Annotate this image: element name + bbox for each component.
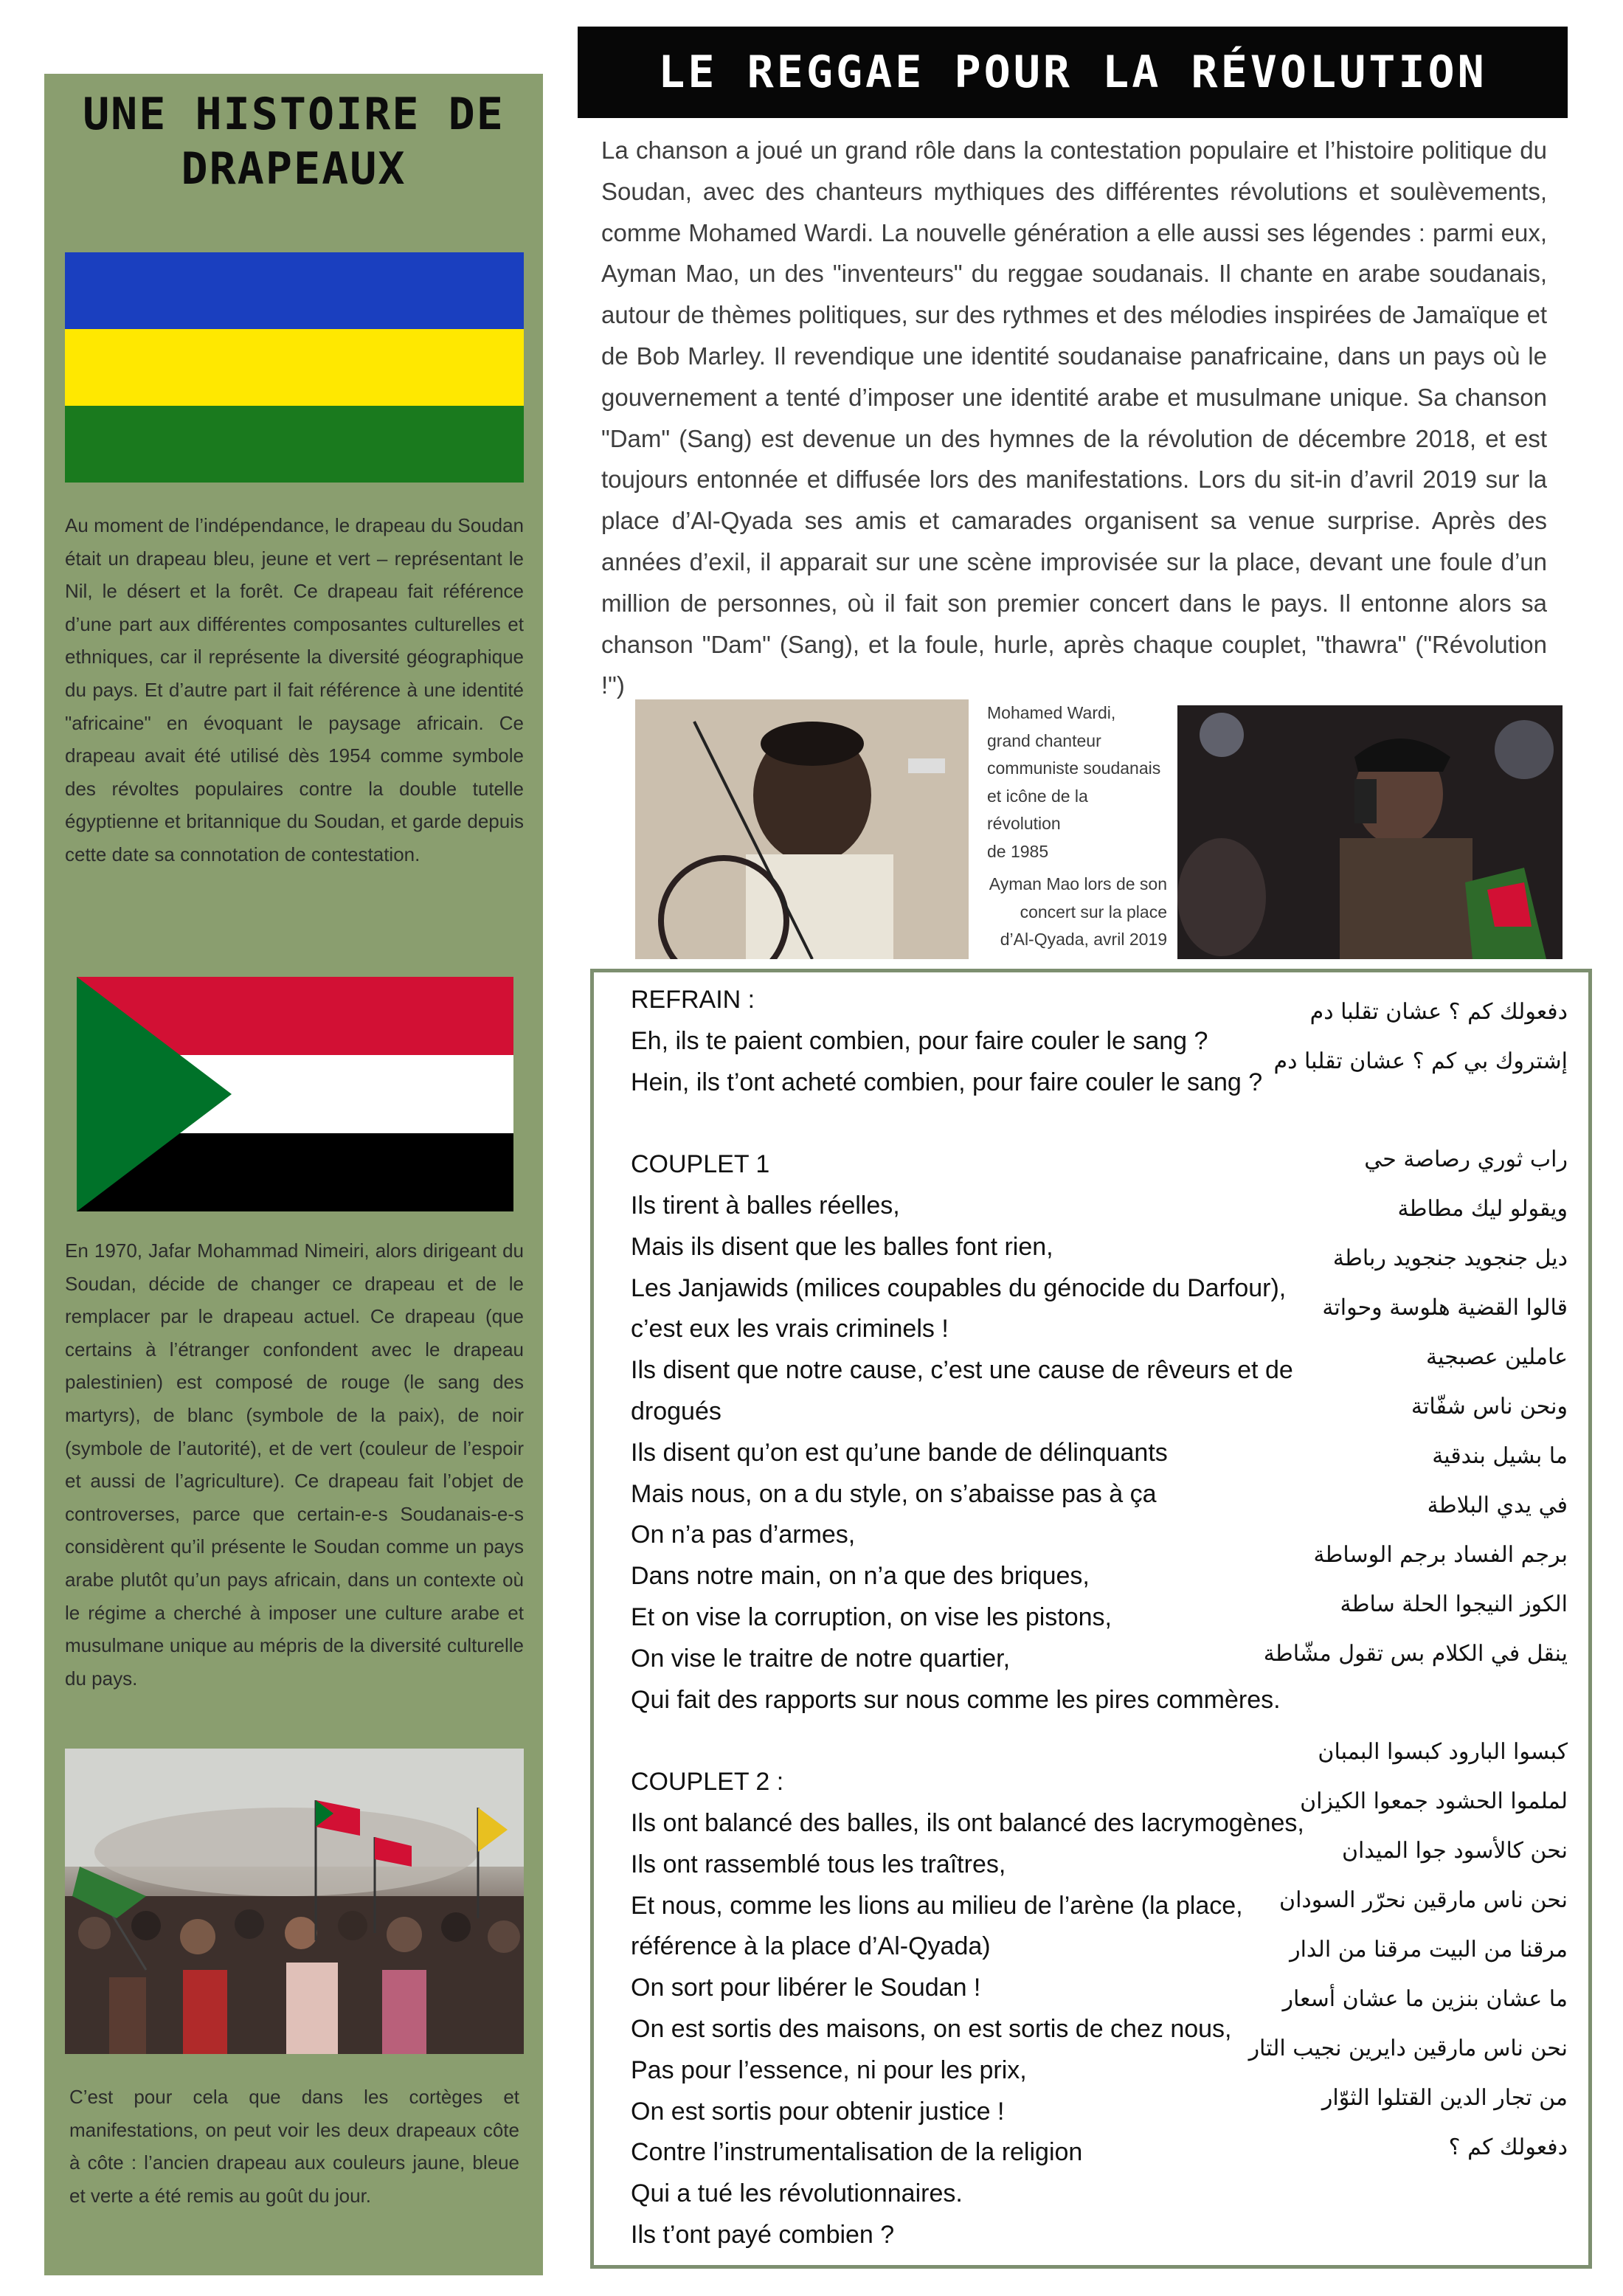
lyric-line: Et nous, comme les lions au milieu de l’arène (la place, — [631, 1891, 1243, 1920]
arabic-line: نحن ناس مارقين نحرّر السودان — [1279, 1887, 1568, 1913]
mohamed-wardi-photo — [635, 699, 969, 959]
lyric-line: Dans notre main, on n’a que des briques, — [631, 1562, 1090, 1591]
arabic-line: في يدي البلاطة — [1427, 1493, 1568, 1518]
arabic-line: ينقل في الكلام بس تقول مشّاطة — [1263, 1641, 1568, 1667]
arabic-line: قالوا القضية هلوسة وحواتة — [1322, 1295, 1568, 1321]
lyric-line: On est sortis des maisons, on est sortis de chez nous, — [631, 2014, 1232, 2043]
lyric-line: drogués — [631, 1397, 721, 1425]
protest-crowd-photo — [65, 1749, 524, 2054]
arabic-line: الكوز النيجوا الحلة ساطة — [1340, 1591, 1568, 1617]
arabic-line: ما بشيل بندقية — [1432, 1443, 1568, 1469]
arabic-line: دفعولك كم ؟ عشان تقلبا دم — [1309, 999, 1568, 1025]
arabic-line: ديل جنجويد جنجويد رباطة — [1332, 1245, 1568, 1271]
sidebar-paragraph-2: En 1970, Jafar Mohammad Nimeiri, alors dirigeant du Soudan, décide de changer ce drapeau et de le remplacer par le drapeau actuel. Ce drapeau (que certains à l’étranger confondent avec le drapeau palestinien) est composé de rouge (le sang des martyrs), de blanc (symbole de la paix), de noir (symbole de l’autorité), et de vert (couleur de l’espoir et aussi de l’agriculture). Ce drapeau fait l’objet de controverses, parce que certain-e-s Soudanais-e-s considèrent qu’il présente le Soudan comme un pays arabe plutôt qu’un pays africain, dans un contexte où le régime a cherché à imposer une culture arabe et musulmane unique au mépris de la diversité culturelle du pays. — [65, 1239, 524, 1690]
sidebar-paragraph-1: Au moment de l’indépendance, le drapeau du Soudan était un drapeau bleu, jeune et vert – représentant le Nil, le désert et la forêt. Ce drapeau fait référence d’une part aux différentes composantes culturelles et ethniques, car il représente la diversité géographique du pays. Et d’autre part il fait référence à une identité "africaine" en évoquant le paysage africain. Ce drapeau avait été utilisé dès 1954 comme symbole des révoltes populaires contre la double tutelle égyptienne et britannique du Soudan, et garde depuis cette date sa connotation de contestation. — [65, 514, 524, 865]
lyric-line: Qui a tué les révolutionnaires. — [631, 2179, 963, 2208]
arabic-line: ما عشان بنزين ما عشان أسعار — [1282, 1986, 1568, 2012]
sidebar-title: UNE HISTOIRE DE DRAPEAUX — [83, 89, 505, 195]
arabic-line: إشتروك بي كم ؟ عشان تقلبا دم — [1273, 1048, 1568, 1074]
flag-band-green — [65, 406, 524, 483]
article-intro: La chanson a joué un grand rôle dans la contestation populaire et l’histoire politique du Soudan, avec des chanteurs mythiques des différentes révolutions et soulèvements, comme Mohamed Wardi. La nouvelle génération a elle aussi ses légendes : parmi eux, Ayman Mao, un des "inventeurs" du reggae soudanais. Il chante en arabe soudanais, autour de thèmes politiques, sur des rythmes et des mélodies inspirées de Jamaïque et de Bob Marley. Il revendique une identité soudanaise panafricaine, dans un pays où le gouvernement a tenté d’imposer une identité arabe et musulmane unique. Sa chanson "Dam" (Sang) est devenue un des hymnes de la révolution de décembre 2018, et est toujours entonnée et diffusée lors des manifestations. Lors du sit-in d’avril 2019 sur la place d’Al-Qyada ses amis et camarades organisent sa venue surprise. Après des années d’exil, il apparait sur une scène improvisée sur la place, devant une foule d’un million de personnes, où il fait son premier concert dans le pays. Il entonne alors sa chanson "Dam" (Sang), et la foule, hurle, après chaque couplet, "thawra" ("Révolution !") — [601, 136, 1547, 699]
lyric-line: Ils disent que notre cause, c’est une cause de rêveurs et de — [631, 1356, 1293, 1385]
lyric-line: Mais nous, on a du style, on s’abaisse pas à ça — [631, 1479, 1157, 1508]
flag-band-blue — [65, 252, 524, 329]
arabic-line: ويقولو ليك مطاطة — [1397, 1196, 1568, 1222]
arabic-line: عاملين عصبجية — [1426, 1344, 1568, 1370]
arabic-line: نحن كالأسود جوا الميدان — [1341, 1838, 1568, 1864]
lyric-line: Ils ont rassemblé tous les traîtres, — [631, 1850, 1006, 1878]
arabic-line: من تجار الدين القتلوا الثوّار — [1321, 2085, 1568, 2111]
lyric-line: Ils disent qu’on est qu’une bande de délinquants — [631, 1438, 1168, 1467]
arabic-line: دفعولك كم ؟ — [1448, 2134, 1568, 2160]
arabic-line: كبسوا البارود كبسوا البمبان — [1318, 1739, 1568, 1765]
sidebar-paragraph-3: C’est pour cela que dans les cortèges et manifestations, on peut voir les deux drapeaux côte à côte : l’ancien drapeau aux couleurs jaune, bleue et verte a été remis au goût du jour. — [69, 2086, 519, 2207]
arabic-line: راب ثوري رصاصة حي — [1364, 1147, 1568, 1172]
lyric-line: Ils ont balancé des balles, ils ont balancé des lacrymogènes, — [631, 1808, 1304, 1837]
arabic-line: لملموا الحشود جمعوا الكيزان — [1300, 1788, 1568, 1814]
lyric-line: Et on vise la corruption, on vise les pistons, — [631, 1602, 1112, 1631]
lyric-line: On n’a pas d’armes, — [631, 1521, 856, 1549]
arabic-line: ونحن ناس شفّاتة — [1411, 1394, 1568, 1420]
couplet2-heading: COUPLET 2 : — [631, 1768, 784, 1797]
refrain-heading: REFRAIN : — [631, 986, 755, 1014]
current-sudan-flag — [77, 977, 513, 1211]
flag-band-yellow — [65, 329, 524, 406]
lyric-line: On est sortis pour obtenir justice ! — [631, 2097, 1005, 2126]
lyric-line: Mais ils disent que les balles font rien, — [631, 1232, 1053, 1261]
lyric-line: Hein, ils t’ont acheté combien, pour faire couler le sang ? — [631, 1068, 1263, 1096]
lyrics-box — [590, 969, 1592, 2269]
lyric-line: On sort pour libérer le Soudan ! — [631, 1974, 981, 2002]
lyric-line: Pas pour l’essence, ni pour les prix, — [631, 2055, 1027, 2084]
lyric-line: Ils t’ont payé combien ? — [631, 2220, 895, 2249]
ayman-mao-photo — [1177, 705, 1563, 959]
lyric-line: Les Janjawids (milices coupables du génocide du Darfour), — [631, 1273, 1287, 1302]
couplet1-heading: COUPLET 1 — [631, 1150, 770, 1179]
lyric-line: Ils tirent à balles réelles, — [631, 1191, 900, 1220]
arabic-lyrics — [1184, 987, 1568, 2172]
lyric-line: Eh, ils te paient combien, pour faire couler le sang ? — [631, 1026, 1208, 1055]
page-title-banner — [578, 27, 1568, 118]
lyric-line: c’est eux les vrais criminels ! — [631, 1315, 949, 1344]
lyric-line: référence à la place d’Al-Qyada) — [631, 1932, 991, 1961]
old-sudan-flag — [65, 252, 524, 483]
lyric-line: Contre l’instrumentalisation de la religion — [631, 2138, 1083, 2167]
lyric-line: Qui fait des rapports sur nous comme les pires commères. — [631, 1685, 1281, 1714]
wardi-caption: Mohamed Wardi, grand chanteur communiste soudanais et icône de la révolution de 1985 — [987, 703, 1161, 861]
arabic-line: برجم الفساد برجم الوساطة — [1313, 1542, 1568, 1568]
arabic-line: نحن ناس مارقين دايرين نجيب التار — [1248, 2036, 1568, 2061]
sidebar-panel — [44, 74, 543, 2275]
lyric-line: On vise le traitre de notre quartier, — [631, 1644, 1011, 1673]
arabic-line: مرقنا من البيت مرقنا من الدار — [1290, 1937, 1568, 1963]
mao-caption: Ayman Mao lors de son concert sur la place d’Al-Qyada, avril 2019 — [989, 874, 1167, 949]
page-title: LE REGGAE POUR LA RÉVOLUTION — [658, 46, 1487, 98]
